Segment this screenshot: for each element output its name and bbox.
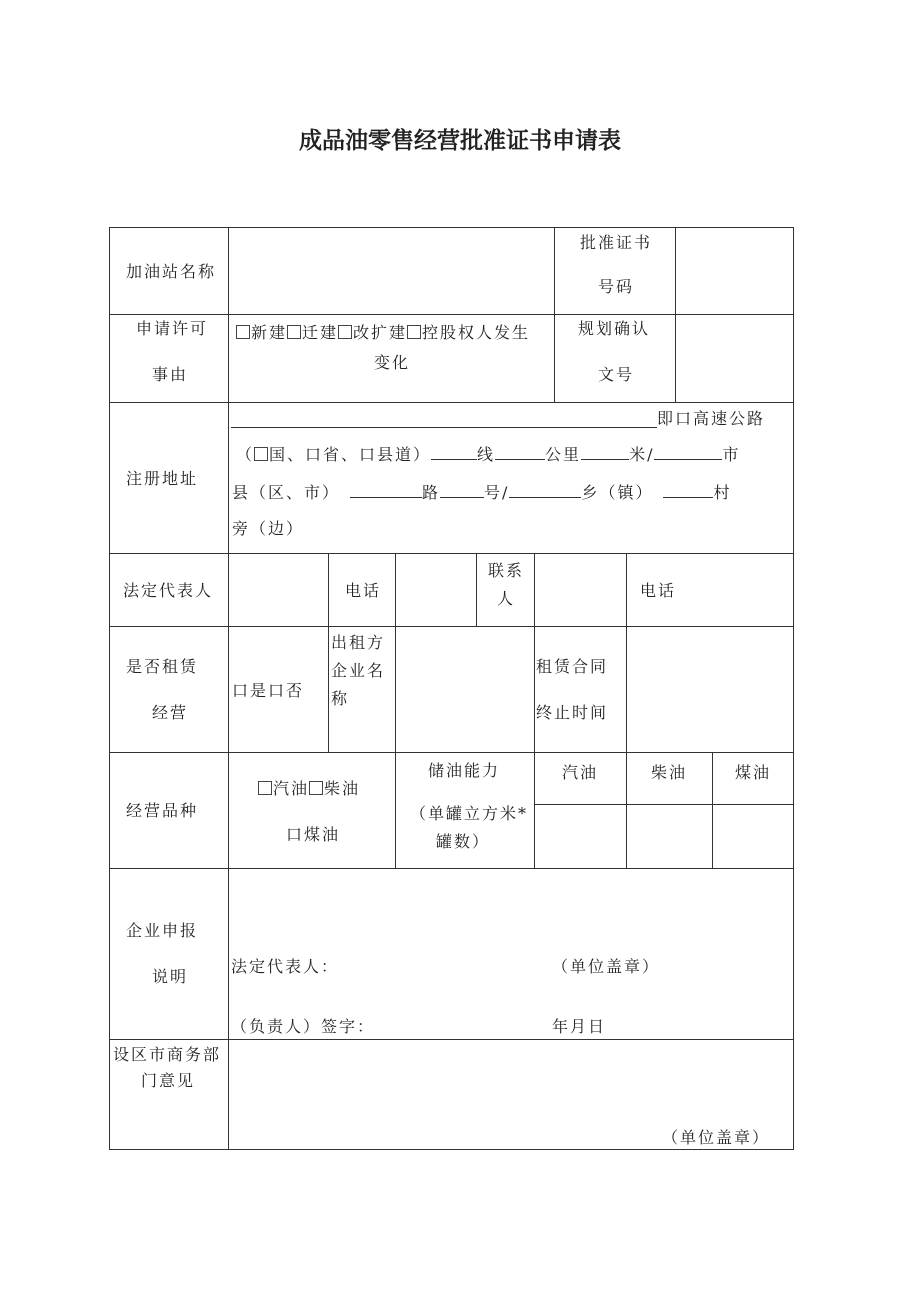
- contact-field[interactable]: [535, 554, 626, 626]
- report-seal: （单位盖章）: [552, 957, 661, 976]
- lessor-label-2: 企业名: [331, 661, 386, 680]
- station-name-label: 加油站名称: [126, 262, 217, 281]
- report-legal-rep: 法定代表人：: [231, 957, 340, 976]
- phone-label: 电话: [345, 581, 382, 600]
- lessor-label-3: 称: [331, 689, 350, 708]
- variety-kerosene[interactable]: 口煤油: [286, 825, 341, 844]
- contact-label: 联系: [488, 561, 525, 580]
- address-line-beside: 旁（边）: [232, 519, 305, 538]
- plan-doc-label: 规划确认: [578, 319, 651, 338]
- report-label-2: 说明: [152, 967, 189, 986]
- cert-number-field[interactable]: [676, 228, 793, 314]
- col-gasoline-header: 汽油: [562, 763, 599, 782]
- lease-label-2: 经营: [152, 703, 189, 722]
- capacity-label: 储油能力: [428, 761, 501, 780]
- cert-number-label: 批准证书: [580, 233, 653, 252]
- report-date: 年月日: [552, 1017, 607, 1036]
- plan-doc-label-2: 文号: [598, 365, 635, 384]
- address-line-road: （ 国、口省、口县道） 线 公里 米/ 市: [236, 445, 741, 464]
- address-blank-line[interactable]: [231, 427, 657, 428]
- contract-end-label: 租赁合同: [536, 657, 609, 676]
- station-name-field[interactable]: [229, 228, 554, 314]
- report-label: 企业申报: [126, 921, 199, 940]
- dept-opinion-label-2: 门意见: [141, 1071, 196, 1090]
- reason-options[interactable]: 新建 迁建 改扩建 控股权人发生: [236, 322, 530, 344]
- col-kerosene-header: 煤油: [735, 763, 772, 782]
- report-signature: （负责人）签字：: [231, 1017, 376, 1036]
- plan-doc-field[interactable]: [676, 315, 793, 402]
- form-title: 成品油零售经营批准证书申请表: [299, 128, 621, 154]
- contact-phone-label: 电话: [640, 581, 677, 600]
- reason-label-2: 事由: [152, 365, 189, 384]
- address-highway-text: 即口高速公路: [657, 409, 766, 428]
- checkbox-expand[interactable]: [338, 325, 352, 339]
- phone-field[interactable]: [396, 554, 476, 626]
- gasoline-capacity-field[interactable]: [535, 805, 626, 868]
- kerosene-capacity-field[interactable]: [713, 805, 793, 868]
- variety-options[interactable]: 汽油 柴油: [258, 778, 360, 800]
- dept-seal: （单位盖章）: [662, 1128, 771, 1147]
- contact-label-2: 人: [497, 589, 516, 608]
- checkbox-new[interactable]: [236, 325, 250, 339]
- dept-opinion-field[interactable]: [229, 1040, 793, 1125]
- checkbox-diesel[interactable]: [309, 781, 323, 795]
- checkbox-holder-change[interactable]: [407, 325, 421, 339]
- contract-end-label-2: 终止时间: [536, 703, 609, 722]
- col-diesel-header: 柴油: [651, 763, 688, 782]
- checkbox-move[interactable]: [287, 325, 301, 339]
- checkbox-gasoline[interactable]: [258, 781, 272, 795]
- lessor-label: 出租方: [331, 633, 386, 652]
- dept-opinion-label: 设区市商务部: [113, 1045, 222, 1064]
- contract-end-field[interactable]: [627, 627, 793, 752]
- checkbox-national-road[interactable]: [254, 447, 268, 461]
- legal-rep-label: 法定代表人: [123, 581, 214, 600]
- lessor-field[interactable]: [396, 627, 534, 752]
- variety-label: 经营品种: [126, 801, 199, 820]
- reason-label: 申请许可: [136, 319, 209, 338]
- capacity-label-2: （单罐立方米*: [410, 804, 529, 823]
- lease-label: 是否租赁: [126, 657, 199, 676]
- address-label: 注册地址: [126, 469, 199, 488]
- reason-option-continuation: 变化: [374, 353, 411, 372]
- diesel-capacity-field[interactable]: [627, 805, 712, 868]
- address-line-county: 县（区、市） 路 号/ 乡（镇） 村: [232, 483, 732, 502]
- cert-number-label-2: 号码: [598, 277, 635, 296]
- lease-yes-no[interactable]: 口是口否: [232, 681, 305, 700]
- capacity-label-3: 罐数）: [436, 832, 491, 851]
- legal-rep-field[interactable]: [229, 554, 328, 626]
